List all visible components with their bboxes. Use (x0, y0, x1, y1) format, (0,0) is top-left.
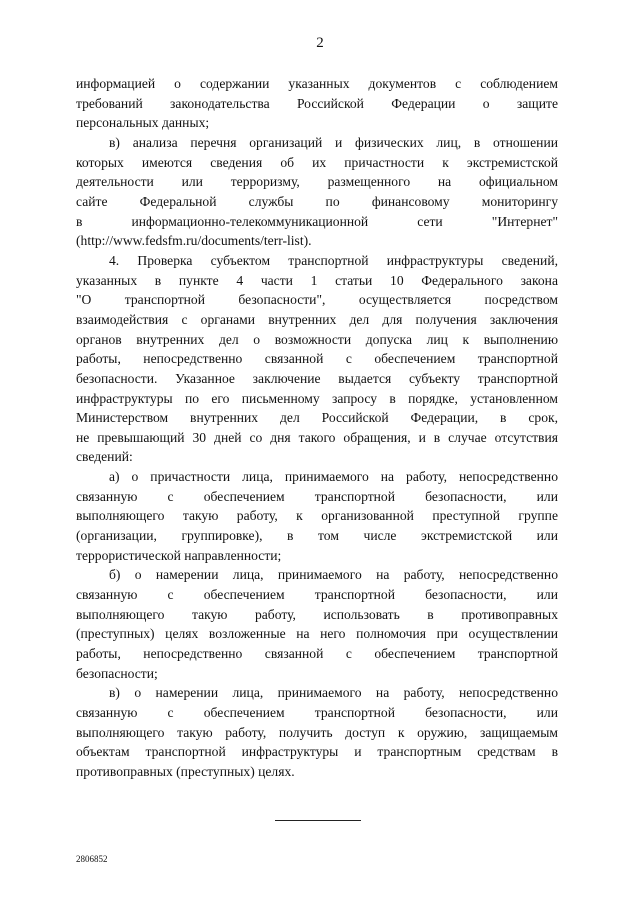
text-line: противоправных (преступных) целях. (76, 763, 295, 779)
text-line: которых имеются сведения об их причастности к экстремистской (76, 154, 558, 170)
text-line: деятельности или терроризму, размещенного на официальном (76, 174, 558, 190)
text-line: б) о намерении лица, принимаемого на работу, непосредственно (109, 567, 558, 583)
paragraph-point-4 (76, 251, 558, 467)
text-line: безопасности; (76, 665, 158, 681)
text-line: в информационно-телекоммуникационной сети "Интернет" (76, 213, 558, 229)
text-line: (преступных) целях возложенные на него полномочия при осуществлении (76, 626, 558, 642)
text-line: информацией о содержании указанных документов с соблюдением (76, 76, 558, 91)
text-line: террористической направленности; (76, 547, 282, 563)
text-line: безопасности. Указанное заключение выдается субъекту транспортной (76, 370, 558, 386)
paragraph-sub-v (76, 683, 558, 781)
text-line: связанную с обеспечением транспортной безопасности, или (76, 705, 558, 720)
page-number: 2 (316, 35, 324, 51)
text-line: связанную с обеспечением транспортной безопасности, или (76, 488, 558, 504)
text-line: объектам транспортной инфраструктуры и транспортным средствам в (76, 744, 558, 760)
text-line: взаимодействия с органами внутренних дел для получения заключения (76, 311, 558, 327)
text-line: выполняющего такую работу, получить доступ к оружию, защищаемым (76, 724, 558, 740)
text-line: в) о намерении лица, принимаемого на работу, непосредственно (109, 685, 558, 701)
text-line: работы, непосредственно связанной с обеспечением транспортной (76, 351, 558, 367)
text-line: выполняющего такую работу, к организованной преступной группе (76, 508, 558, 524)
end-divider-line (275, 820, 361, 821)
text-line: сайте Федеральной службы по финансовому мониторингу (76, 193, 558, 209)
text-line: персональных данных; (76, 115, 210, 131)
text-line: не превышающий 30 дней со дня такого обращения, и в случае отсутствия (76, 429, 558, 445)
text-line: указанных в пункте 4 части 1 статьи 10 Федерального закона (76, 272, 558, 288)
text-line: связанную с обеспечением транспортной безопасности, или (76, 587, 558, 603)
document-code: 2806852 (76, 854, 108, 864)
paragraph-sub-b (76, 565, 558, 683)
text-line: Министерством внутренних дел Российской Федерации, в срок, (76, 410, 558, 426)
paragraph-continuation (76, 74, 558, 133)
text-line: выполняющего такую работу, использовать в противоправных (76, 606, 558, 622)
text-line: сведений: (76, 449, 133, 465)
text-line: 4. Проверка субъектом транспортной инфраструктуры сведений, (109, 252, 558, 268)
text-line: а) о причастности лица, принимаемого на работу, непосредственно (109, 469, 558, 485)
document-body (76, 74, 558, 782)
text-line: органов внутренних дел о возможности допуска лиц к выполнению (76, 331, 558, 347)
paragraph-sub-a (76, 467, 558, 565)
text-line: требований законодательства Российской Федерации о защите (76, 95, 558, 111)
text-line: в) анализа перечня организаций и физических лиц, в отношении (109, 134, 558, 150)
text-line: (организации, группировке), в том числе экстремистской или (76, 528, 558, 544)
text-line: "О транспортной безопасности", осуществляется посредством (76, 292, 558, 308)
text-line: работы, непосредственно связанной с обеспечением транспортной (76, 646, 558, 662)
paragraph-item-v (76, 133, 558, 251)
text-line: (http://www.fedsfm.ru/documents/terr-list). (76, 233, 312, 249)
text-line: инфраструктуры по его письменному запросу в порядке, установленном (76, 390, 558, 406)
